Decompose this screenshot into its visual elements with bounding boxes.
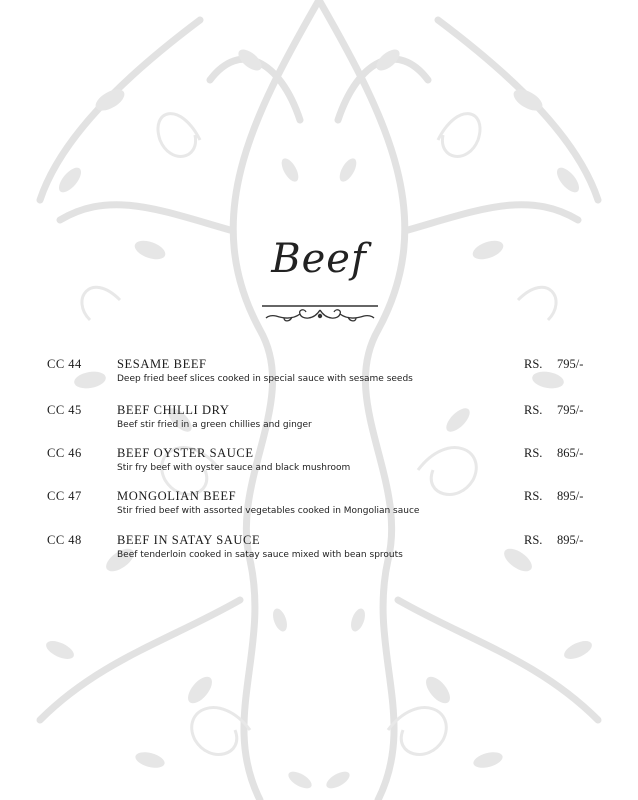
item-currency: RS.: [524, 446, 543, 460]
item-description: Stir fry beef with oyster sauce and black mushroom: [117, 463, 351, 473]
item-description: Stir fried beef with assorted vegetables cooked in Mongolian sauce: [117, 506, 420, 516]
item-currency: RS.: [524, 403, 543, 417]
item-description: Deep fried beef slices cooked in special sauce with sesame seeds: [117, 374, 413, 384]
item-name: BEEF CHILLI DRY: [117, 403, 230, 417]
item-code: CC 46: [47, 446, 82, 460]
item-name: BEEF OYSTER SAUCE: [117, 446, 254, 460]
menu-item: [0, 357, 638, 397]
item-code: CC 44: [47, 357, 82, 371]
menu-item: [0, 446, 638, 486]
item-description: Beef tenderloin cooked in satay sauce mixed with bean sprouts: [117, 550, 403, 560]
item-price: 795/-: [557, 357, 584, 371]
item-price: 895/-: [557, 489, 584, 503]
page-title: Beef: [271, 236, 367, 282]
menu-item: [0, 489, 638, 529]
item-price: 895/-: [557, 533, 584, 547]
item-code: CC 45: [47, 403, 82, 417]
item-currency: RS.: [524, 357, 543, 371]
scroll-divider-ornament: [262, 298, 378, 328]
item-code: CC 47: [47, 489, 82, 503]
item-currency: RS.: [524, 489, 543, 503]
item-code: CC 48: [47, 533, 82, 547]
item-name: BEEF IN SATAY SAUCE: [117, 533, 261, 547]
item-description: Beef stir fried in a green chillies and ginger: [117, 420, 312, 430]
item-price: 865/-: [557, 446, 584, 460]
item-name: MONGOLIAN BEEF: [117, 489, 237, 503]
item-name: SESAME BEEF: [117, 357, 207, 371]
menu-item: [0, 533, 638, 573]
menu-item: [0, 403, 638, 443]
item-currency: RS.: [524, 533, 543, 547]
item-price: 795/-: [557, 403, 584, 417]
